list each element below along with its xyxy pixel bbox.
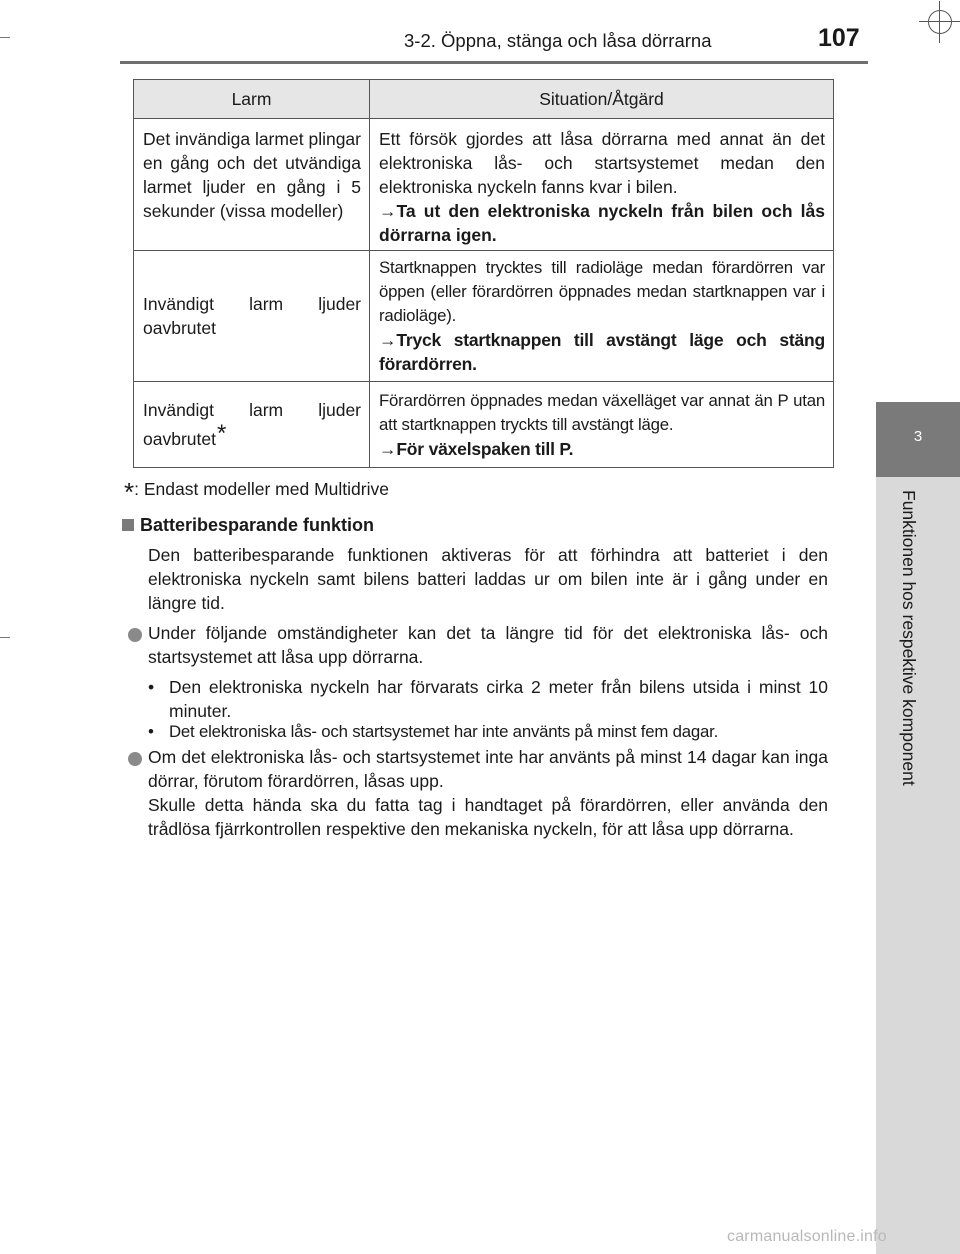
table-row — [134, 382, 834, 468]
header-divider — [120, 61, 868, 64]
chapter-title: Funktionen hos respektive komponent — [899, 490, 919, 786]
table-row — [134, 251, 834, 382]
chapter-tab — [876, 402, 960, 477]
action-line — [379, 328, 825, 376]
column-header-larm: Larm — [134, 80, 370, 119]
sub-bullet-item — [148, 720, 828, 744]
watermark: carmanualsonline.info — [727, 1228, 887, 1245]
footnote-marker: * — [216, 420, 227, 447]
footnote-text: : Endast modeller med Multidrive — [134, 479, 389, 499]
bullet-text: Under följande omständigheter kan det ta längre tid för det elektroniska lås- och startsystemet att låsa upp dörrarna. — [148, 623, 828, 667]
action-line — [379, 437, 825, 461]
alarm-table — [133, 79, 834, 468]
action-line — [379, 199, 825, 247]
action-text: För växelspaken till P. — [396, 438, 574, 459]
section-title: 3-2. Öppna, stänga och låsa dörrarna — [404, 30, 712, 51]
arrow-icon: → — [379, 330, 397, 350]
footnote — [124, 477, 389, 508]
larm-text: Det invändiga larmet plingar en gång och det utvändiga larmet ljuder en gång i 5 sekunder (vissa modeller) — [143, 129, 361, 221]
sub-bullet-dot: • — [148, 722, 154, 741]
situation-text: Startknappen trycktes till radioläge medan förardörren var öppen (eller förardörren öppnades medan startknappen var i radioläge). — [379, 258, 825, 325]
sub-bullet-text: Det elektroniska lås- och startsystemet har inte använts på minst fem dagar. — [169, 722, 719, 741]
bullet-text-line: Om det elektroniska lås- och startsystemet inte har använts på minst 14 dagar kan inga dörrar, förutom förardörren, låsas upp. — [148, 747, 828, 791]
table-header-row — [134, 80, 834, 119]
chapter-number: 3 — [913, 428, 923, 445]
page-number: 107 — [818, 24, 860, 52]
column-header-situation: Situation/Åtgärd — [370, 80, 834, 119]
bullet-text-continuation: Skulle detta hända ska du fatta tag i handtaget på förardörren, eller använda den trådlösa fjärrkontrollen respektive den mekaniska nyckeln, för att låsa upp dörrarna. — [148, 795, 828, 839]
circle-bullet-icon — [128, 752, 142, 766]
section-heading — [122, 515, 374, 536]
action-text: Ta ut den elektroniska nyckeln från bilen och lås dörrarna igen. — [379, 201, 825, 245]
situation-text: Förardörren öppnades medan växelläget var annat än P utan att startknappen tryckts till avstängt läge. — [379, 390, 825, 434]
arrow-icon: → — [379, 201, 397, 221]
cell-situation — [370, 382, 834, 468]
square-bullet-icon — [122, 519, 134, 531]
situation-text: Ett försök gjordes att låsa dörrarna med annat än det elektroniska lås- och startsystemet medan den elektroniska nyckeln fanns kvar i bilen. — [379, 129, 825, 197]
cell-larm — [134, 119, 370, 251]
crop-tick-mid-left — [0, 637, 10, 638]
cell-larm — [134, 251, 370, 382]
cell-situation — [370, 119, 834, 251]
crop-tick-top-left — [0, 37, 10, 38]
crop-mark-top-right — [928, 10, 952, 34]
table-row — [134, 119, 834, 251]
section-intro: Den batteribesparande funktionen aktiveras för att förhindra att batteriet i den elektroniska nyckeln samt bilens batteri laddas ur om bilen inte är i gång under en längre tid. — [148, 545, 828, 613]
action-text: Tryck startknappen till avstängt läge och stäng förardörren. — [379, 330, 825, 374]
larm-text: Invändigt larm ljuder oavbrutet — [143, 400, 361, 449]
sub-bullet-item — [148, 675, 828, 723]
circle-bullet-icon — [128, 628, 142, 642]
sub-bullet-dot: • — [148, 677, 155, 697]
sub-bullet-text: Den elektroniska nyckeln har förvarats cirka 2 meter från bilens utsida i minst 10 minuter. — [169, 677, 828, 721]
cell-situation — [370, 251, 834, 382]
cell-larm — [134, 382, 370, 468]
footnote-star: * — [124, 477, 135, 507]
bullet-text — [148, 745, 828, 841]
arrow-icon: → — [379, 438, 397, 459]
larm-text: Invändigt larm ljuder oavbrutet — [143, 294, 361, 338]
section-heading-text: Batteribesparande funktion — [140, 515, 375, 535]
